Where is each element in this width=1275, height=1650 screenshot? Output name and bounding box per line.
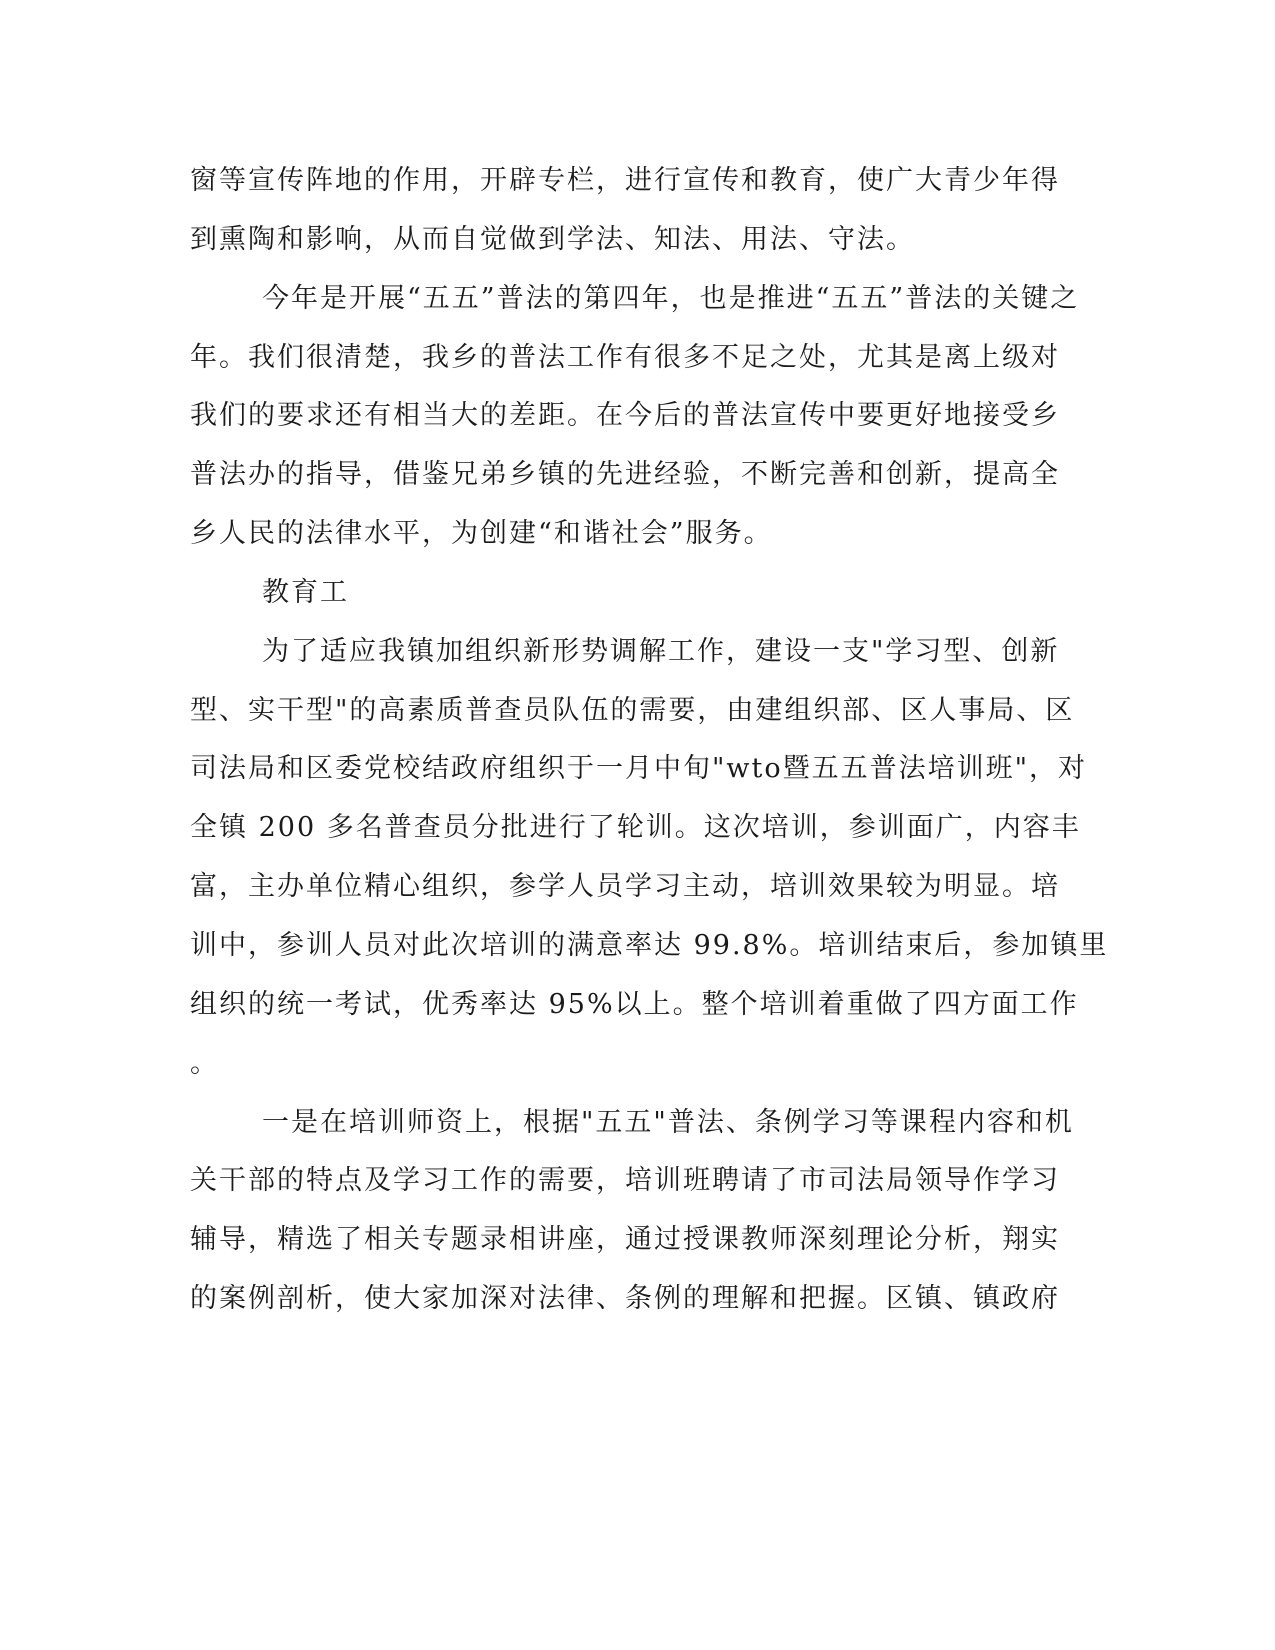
text-line: 窗等宣传阵地的作用，开辟专栏，进行宣传和教育，使广大青少年得 xyxy=(190,165,1060,196)
text-line: 训中，参训人员对此次培训的满意率达 99.8%。培训结束后，参加镇里 xyxy=(190,930,1109,961)
paragraph-start-line: 为了适应我镇加组织新形势调解工作，建设一支"学习型、创新 xyxy=(262,636,1060,667)
paragraph-start-line: 一是在培训师资上，根据"五五"普法、条例学习等课程内容和机 xyxy=(262,1107,1074,1138)
text-line: 普法办的指导，借鉴兄弟乡镇的先进经验，不断完善和创新，提高全 xyxy=(190,459,1060,490)
text-line: 到熏陶和影响，从而自觉做到学法、知法、用法、守法。 xyxy=(190,224,915,255)
text-line: 我们的要求还有相当大的差距。在今后的普法宣传中要更好地接受乡 xyxy=(190,400,1060,431)
section-heading: 教育工 xyxy=(262,577,349,608)
text-line: 乡人民的法律水平，为创建“和谐社会”服务。 xyxy=(190,518,773,549)
text-line: 年。我们很清楚，我乡的普法工作有很多不足之处，尤其是离上级对 xyxy=(190,342,1060,373)
text-line: 组织的统一考试，优秀率达 95%以上。整个培训着重做了四方面工作 xyxy=(190,989,1079,1020)
text-line: 富，主办单位精心组织，参学人员学习主动，培训效果较为明显。培 xyxy=(190,871,1060,902)
text-line: 关干部的特点及学习工作的需要，培训班聘请了市司法局领导作学习 xyxy=(190,1165,1060,1196)
text-line: 型、实干型"的高素质普查员队伍的需要，由建组织部、区人事局、区 xyxy=(190,695,1075,726)
text-line: 辅导，精选了相关专题录相讲座，通过授课教师深刻理论分析，翔实 xyxy=(190,1224,1060,1255)
text-line: 。 xyxy=(190,1048,219,1079)
paragraph-start-line: 今年是开展“五五”普法的第四年，也是推进“五五”普法的关键之 xyxy=(262,283,1080,314)
text-line: 的案例剖析，使大家加深对法律、条例的理解和把握。区镇、镇政府 xyxy=(190,1283,1060,1314)
text-line: 司法局和区委党校结政府组织于一月中旬"wto暨五五普法培训班"，对 xyxy=(190,753,1088,784)
text-line: 全镇 200 多名普查员分批进行了轮训。这次培训，参训面广，内容丰 xyxy=(190,812,1081,843)
